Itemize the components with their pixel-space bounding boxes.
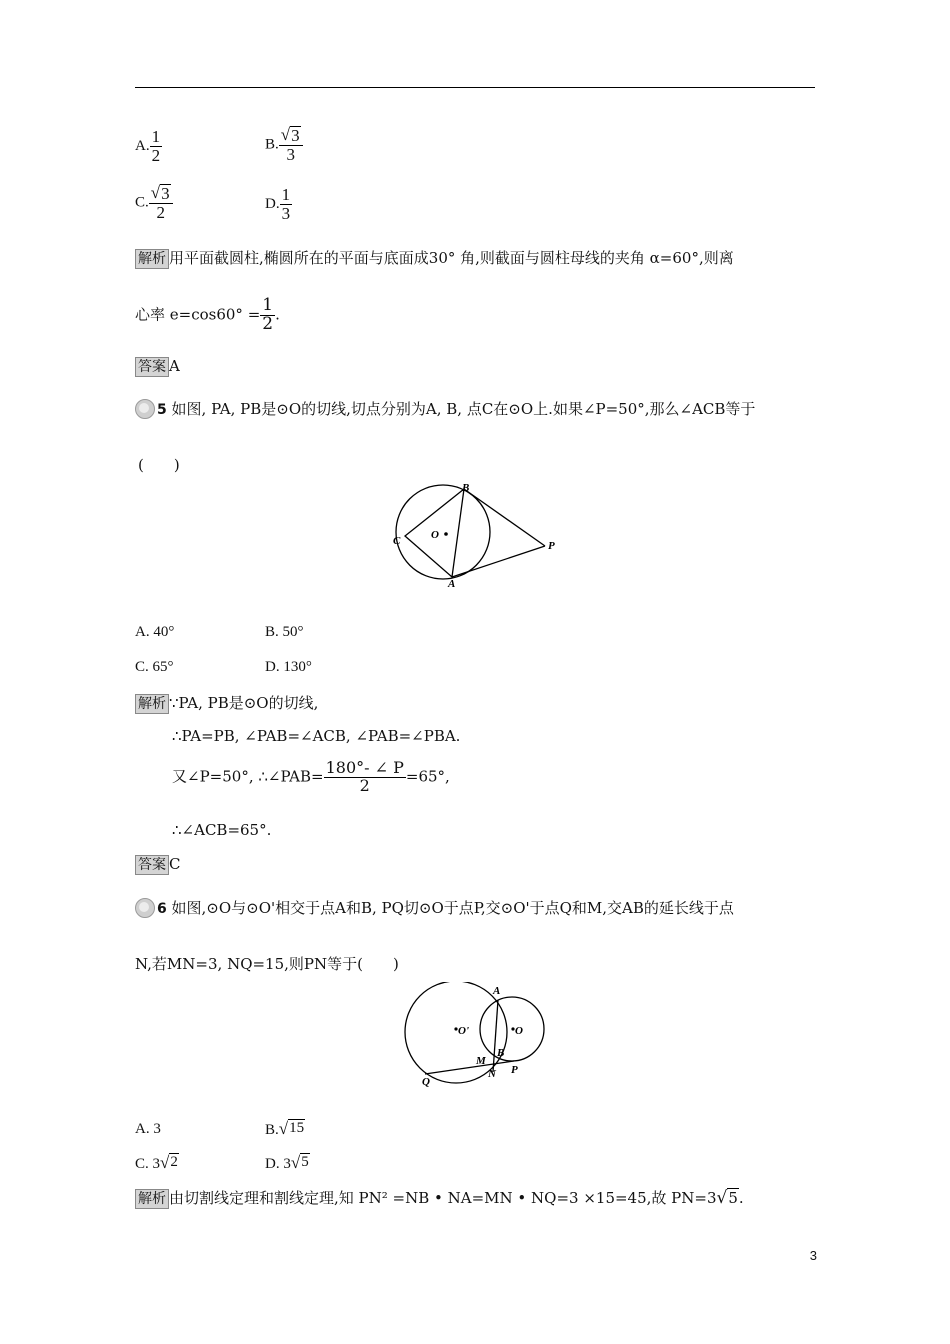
question-text: 如图, PA, PB是⊙O的切线,切点分别为A, B, 点C在⊙O上.如果∠P=50°,那么∠ACB等于 [171,400,756,418]
option-prefix: D. [265,195,280,212]
q5-analysis-line2: ∴PA=PB, ∠PAB=∠ACB, ∠PAB=∠PBA. [172,727,461,745]
label-o: O [515,1025,523,1037]
analysis-text: . [738,1189,744,1207]
option-prefix: A. [135,137,150,154]
analysis-text: 心率 e=cos60° = [135,305,261,324]
radicand: 5 [301,1154,309,1170]
q6-option-c [135,1153,179,1173]
answer-tag: 答案 [135,855,169,875]
fraction [280,186,293,223]
sqrt [281,126,301,145]
label-o: O [431,529,439,541]
sqrt [160,1153,179,1173]
label-a: A [448,578,456,590]
q4-option-d [265,186,292,223]
q5-option-c: C. 65° [135,659,174,675]
header-rule [135,87,815,88]
tangent-pa [452,546,545,577]
fraction [324,760,406,795]
q6-figure [398,982,553,1094]
secant-pq [425,1061,514,1074]
analysis-tag: 解析 [135,249,169,269]
label-p: P [511,1064,518,1076]
q4-answer [135,357,180,377]
fraction [150,128,163,165]
answer-value: A [169,357,180,375]
radicand: 3 [291,126,300,145]
q5-analysis-line1 [135,692,318,714]
q6-stem-line2: N,若MN=3, NQ=15,则PN等于( ) [135,955,399,973]
question-marker-icon [135,399,157,417]
q5-analysis-line3 [172,760,450,795]
numerator [279,126,303,146]
radical-sign: √ [278,1119,289,1138]
denominator: 2 [262,313,274,334]
fraction [260,297,275,334]
q6-option-b [265,1119,305,1139]
q4-analysis-line1 [135,247,734,269]
sqrt [151,184,171,203]
q5-figure [385,478,575,593]
analysis-text: 由切割线定理和割线定理,知 PN² =NB • NA=MN • NQ=3 ×15=45,故 PN=3 [169,1189,717,1207]
analysis-text: . [275,305,280,324]
tangent-pb [464,489,545,546]
numerator: 180°- ∠ P [325,758,404,777]
denominator: 2 [151,145,161,165]
question-number: 6 [157,901,167,917]
q6-option-a: A. 3 [135,1121,161,1137]
q4-option-a [135,128,162,165]
denominator: 3 [281,203,291,223]
fraction [149,184,173,222]
q6-option-d [265,1153,310,1173]
analysis-tag: 解析 [135,694,169,714]
q6-analysis [135,1187,744,1209]
question-number: 5 [157,402,167,418]
q4-option-b [265,126,303,164]
q5-option-a: A. 40° [135,624,175,640]
page-number: 3 [809,1248,817,1263]
label-a: A [493,985,501,997]
label-b: B [497,1047,505,1059]
option-prefix: C. 3 [135,1156,161,1172]
numerator: 1 [151,127,161,146]
radicand: 3 [161,184,170,203]
analysis-text: ∵PA, PB是⊙O的切线, [169,694,319,712]
label-n: N [488,1068,496,1080]
q5-option-b: B. 50° [265,624,304,640]
radicand: 5 [728,1189,738,1207]
answer-tag: 答案 [135,357,169,377]
label-m: M [476,1055,486,1067]
radicand: 15 [289,1120,305,1136]
radicand: 2 [170,1154,178,1170]
label-b: B [462,482,470,494]
radical-sign: √ [160,1153,170,1172]
center-dot [444,532,448,536]
denominator: 3 [286,144,295,164]
q5-option-d: D. 130° [265,659,312,675]
radical-sign: √ [150,183,161,202]
q4-option-c [135,184,173,222]
option-prefix: D. 3 [265,1156,291,1172]
analysis-text: =65°, [405,767,450,786]
numerator: 1 [281,185,291,204]
question-marker-icon [135,898,157,916]
option-prefix: B. [265,1122,279,1138]
q4-analysis-line2 [135,297,280,334]
sqrt [717,1188,739,1208]
denominator: 2 [156,202,165,222]
q6-stem-line1 [135,897,734,918]
q5-answer [135,855,180,875]
q5-stem-line2: ( ) [138,456,180,474]
q5-analysis-line4: ∴∠ACB=65°. [172,821,272,839]
question-text: 如图,⊙O与⊙O'相交于点A和B, PQ切⊙O于点P,交⊙O'于点Q和M,交AB的延长线于点 [171,899,734,917]
answer-value: C [169,855,181,873]
option-prefix: C. [135,194,149,211]
q5-stem-line1 [135,398,755,419]
radical-sign: √ [290,1153,301,1172]
denominator: 2 [359,775,370,795]
label-o-prime: O' [458,1025,469,1037]
label-p: P [548,540,555,552]
analysis-text: 又∠P=50°, ∴∠PAB= [172,767,324,786]
analysis-text: 用平面截圆柱,椭圆所在的平面与底面成30° 角,则截面与圆柱母线的夹角 α=60°,则离 [169,249,734,267]
option-prefix: B. [265,136,279,153]
sqrt [279,1119,305,1139]
numerator: 1 [262,295,274,315]
radical-sign: √ [280,125,291,144]
numerator [149,184,173,204]
label-q: Q [422,1076,430,1088]
label-c: C [393,535,401,547]
radical-sign: √ [716,1188,728,1208]
fraction [279,126,303,164]
analysis-tag: 解析 [135,1189,169,1209]
sqrt [291,1153,310,1173]
